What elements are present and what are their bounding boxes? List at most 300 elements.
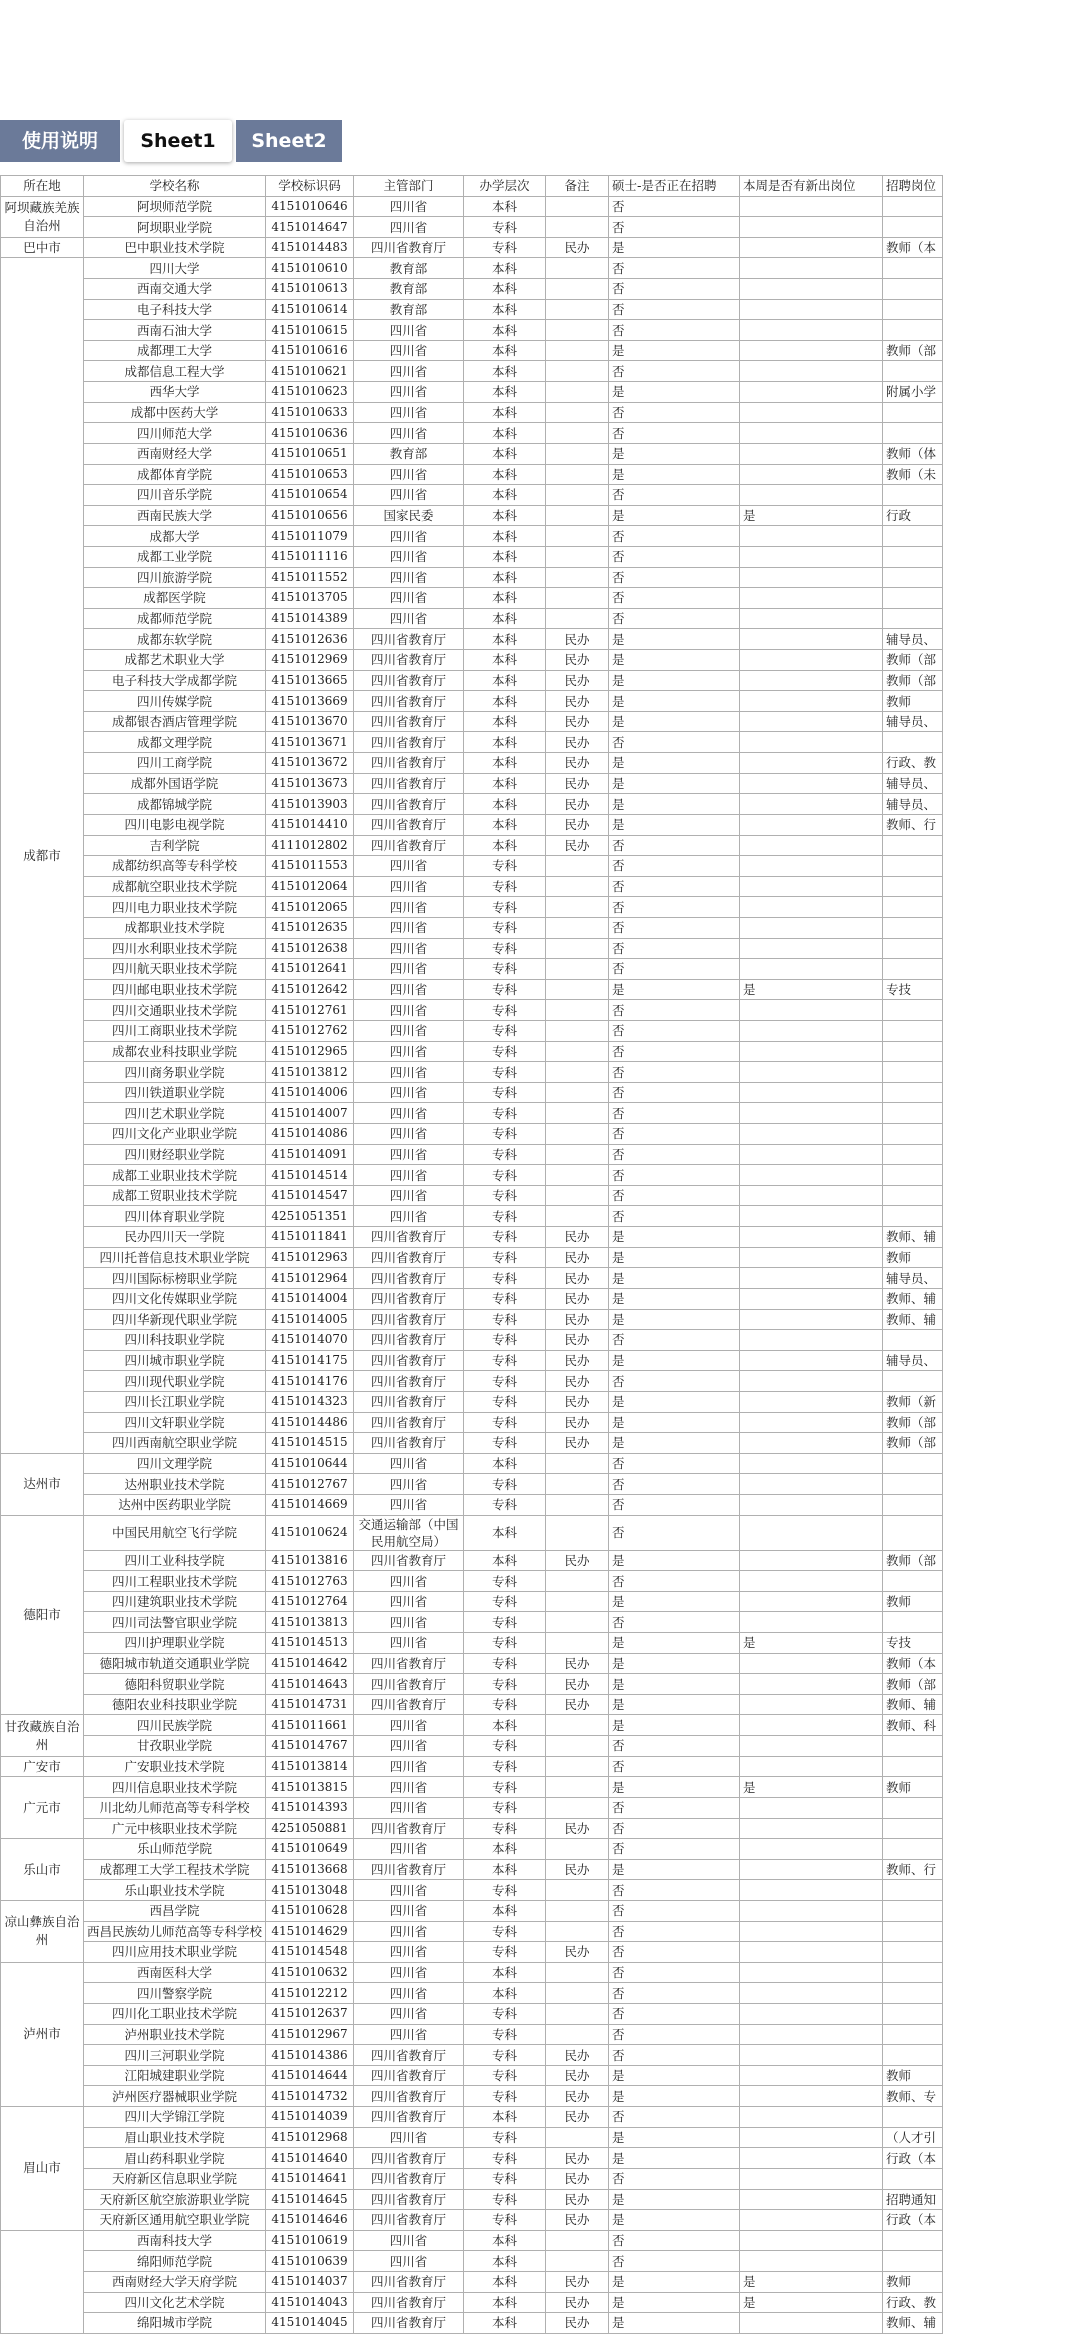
new-post-cell[interactable]: 是 — [740, 979, 883, 1000]
master-hiring-cell[interactable]: 否 — [609, 897, 740, 918]
school-name-cell[interactable]: 绵阳城市学院 — [84, 2313, 266, 2334]
positions-cell[interactable] — [883, 1103, 943, 1124]
master-hiring-cell[interactable]: 否 — [609, 2045, 740, 2066]
level-cell[interactable]: 专科 — [464, 2127, 546, 2148]
school-name-cell[interactable]: 达州中医药职业学院 — [84, 1495, 266, 1516]
new-post-cell[interactable] — [740, 1247, 883, 1268]
new-post-cell[interactable] — [740, 835, 883, 856]
school-name-cell[interactable]: 四川长江职业学院 — [84, 1391, 266, 1412]
positions-cell[interactable] — [883, 320, 943, 341]
note-cell[interactable]: 民办 — [546, 1268, 609, 1289]
master-hiring-cell[interactable]: 否 — [609, 1185, 740, 1206]
level-cell[interactable]: 专科 — [464, 1350, 546, 1371]
authority-cell[interactable]: 四川省 — [354, 1041, 464, 1062]
positions-cell[interactable] — [883, 608, 943, 629]
new-post-cell[interactable] — [740, 711, 883, 732]
note-cell[interactable]: 民办 — [546, 650, 609, 671]
note-cell[interactable]: 民办 — [546, 2148, 609, 2169]
master-hiring-cell[interactable]: 否 — [609, 2251, 740, 2272]
note-cell[interactable]: 民办 — [546, 2271, 609, 2292]
new-post-cell[interactable] — [740, 814, 883, 835]
note-cell[interactable]: 民办 — [546, 670, 609, 691]
school-name-cell[interactable]: 四川文理学院 — [84, 1453, 266, 1474]
new-post-cell[interactable] — [740, 2127, 883, 2148]
positions-cell[interactable] — [883, 1900, 943, 1921]
master-hiring-cell[interactable]: 否 — [609, 917, 740, 938]
authority-cell[interactable]: 四川省教育厅 — [354, 2148, 464, 2169]
level-cell[interactable]: 专科 — [464, 1880, 546, 1901]
new-post-cell[interactable] — [740, 2086, 883, 2107]
school-name-cell[interactable]: 四川司法警官职业学院 — [84, 1612, 266, 1633]
authority-cell[interactable]: 四川省 — [354, 320, 464, 341]
positions-cell[interactable] — [883, 2230, 943, 2251]
positions-cell[interactable] — [883, 2168, 943, 2189]
positions-cell[interactable]: 教师（体 — [883, 443, 943, 464]
master-hiring-cell[interactable]: 是 — [609, 1653, 740, 1674]
authority-cell[interactable]: 四川省教育厅 — [354, 2168, 464, 2189]
master-hiring-cell[interactable]: 是 — [609, 2210, 740, 2231]
master-hiring-cell[interactable]: 否 — [609, 876, 740, 897]
authority-cell[interactable]: 四川省教育厅 — [354, 1350, 464, 1371]
master-hiring-cell[interactable]: 否 — [609, 217, 740, 238]
school-name-cell[interactable]: 四川艺术职业学院 — [84, 1103, 266, 1124]
new-post-cell[interactable] — [740, 402, 883, 423]
positions-cell[interactable] — [883, 402, 943, 423]
level-cell[interactable]: 本科 — [464, 258, 546, 279]
new-post-cell[interactable] — [740, 1797, 883, 1818]
school-code-cell[interactable]: 4151013812 — [266, 1062, 354, 1083]
authority-cell[interactable]: 四川省 — [354, 2024, 464, 2045]
level-cell[interactable]: 专科 — [464, 1474, 546, 1495]
level-cell[interactable]: 专科 — [464, 2086, 546, 2107]
school-code-cell[interactable]: 4151010628 — [266, 1900, 354, 1921]
authority-cell[interactable]: 四川省 — [354, 1206, 464, 1227]
new-post-cell[interactable] — [740, 1062, 883, 1083]
note-cell[interactable] — [546, 2127, 609, 2148]
authority-cell[interactable]: 四川省 — [354, 876, 464, 897]
school-name-cell[interactable]: 四川工程职业技术学院 — [84, 1571, 266, 1592]
master-hiring-cell[interactable]: 是 — [609, 2086, 740, 2107]
city-cell[interactable] — [1, 2230, 84, 2333]
note-cell[interactable]: 民办 — [546, 629, 609, 650]
new-post-cell[interactable] — [740, 1942, 883, 1963]
new-post-cell[interactable] — [740, 1715, 883, 1736]
note-cell[interactable] — [546, 1756, 609, 1777]
note-cell[interactable] — [546, 1983, 609, 2004]
school-code-cell[interactable]: 4151014323 — [266, 1391, 354, 1412]
school-name-cell[interactable]: 西华大学 — [84, 382, 266, 403]
positions-cell[interactable] — [883, 1756, 943, 1777]
positions-cell[interactable]: （人才引 — [883, 2127, 943, 2148]
master-hiring-cell[interactable]: 否 — [609, 1983, 740, 2004]
school-code-cell[interactable]: 4151010615 — [266, 320, 354, 341]
master-hiring-cell[interactable]: 是 — [609, 753, 740, 774]
master-hiring-cell[interactable]: 是 — [609, 1591, 740, 1612]
positions-cell[interactable]: 教师（部 — [883, 1433, 943, 1454]
new-post-cell[interactable] — [740, 382, 883, 403]
level-cell[interactable]: 专科 — [464, 1144, 546, 1165]
note-cell[interactable]: 民办 — [546, 2210, 609, 2231]
authority-cell[interactable]: 四川省教育厅 — [354, 1674, 464, 1695]
note-cell[interactable] — [546, 1206, 609, 1227]
new-post-cell[interactable] — [740, 1020, 883, 1041]
new-post-cell[interactable] — [740, 1983, 883, 2004]
city-cell[interactable]: 德阳市 — [1, 1515, 84, 1715]
positions-cell[interactable] — [883, 876, 943, 897]
positions-cell[interactable] — [883, 1062, 943, 1083]
level-cell[interactable]: 专科 — [464, 1227, 546, 1248]
positions-cell[interactable]: 辅导员、 — [883, 1268, 943, 1289]
school-name-cell[interactable]: 四川民族学院 — [84, 1715, 266, 1736]
note-cell[interactable] — [546, 959, 609, 980]
level-cell[interactable]: 本科 — [464, 2230, 546, 2251]
school-name-cell[interactable]: 四川城市职业学院 — [84, 1350, 266, 1371]
note-cell[interactable] — [546, 856, 609, 877]
master-hiring-cell[interactable]: 是 — [609, 1859, 740, 1880]
level-cell[interactable]: 专科 — [464, 1818, 546, 1839]
new-post-cell[interactable] — [740, 1041, 883, 1062]
new-post-cell[interactable] — [740, 1144, 883, 1165]
authority-cell[interactable]: 四川省 — [354, 361, 464, 382]
master-hiring-cell[interactable]: 是 — [609, 1715, 740, 1736]
city-cell[interactable]: 巴中市 — [1, 237, 84, 258]
positions-cell[interactable]: 教师（未 — [883, 464, 943, 485]
positions-cell[interactable] — [883, 299, 943, 320]
authority-cell[interactable]: 四川省教育厅 — [354, 691, 464, 712]
school-name-cell[interactable]: 四川电影电视学院 — [84, 814, 266, 835]
school-name-cell[interactable]: 德阳农业科技职业学院 — [84, 1694, 266, 1715]
positions-cell[interactable] — [883, 1962, 943, 1983]
school-code-cell[interactable]: 4151012641 — [266, 959, 354, 980]
school-name-cell[interactable]: 四川托普信息技术职业学院 — [84, 1247, 266, 1268]
authority-cell[interactable]: 四川省教育厅 — [354, 1818, 464, 1839]
school-name-cell[interactable]: 西昌民族幼儿师范高等专科学校 — [84, 1921, 266, 1942]
school-name-cell[interactable]: 中国民用航空飞行学院 — [84, 1515, 266, 1550]
level-cell[interactable]: 专科 — [464, 1371, 546, 1392]
new-post-cell[interactable]: 是 — [740, 1633, 883, 1654]
school-code-cell[interactable]: 4151011661 — [266, 1715, 354, 1736]
level-cell[interactable]: 专科 — [464, 1674, 546, 1695]
school-name-cell[interactable]: 成都体育学院 — [84, 464, 266, 485]
level-cell[interactable]: 专科 — [464, 1495, 546, 1516]
master-hiring-cell[interactable]: 否 — [609, 2107, 740, 2128]
authority-cell[interactable]: 四川省教育厅 — [354, 1433, 464, 1454]
school-code-cell[interactable]: 4151010654 — [266, 485, 354, 506]
authority-cell[interactable]: 四川省 — [354, 1962, 464, 1983]
new-post-cell[interactable] — [740, 959, 883, 980]
school-code-cell[interactable]: 4151012065 — [266, 897, 354, 918]
positions-cell[interactable]: 教师、辅 — [883, 1288, 943, 1309]
column-header[interactable]: 硕士-是否正在招聘 — [609, 176, 740, 197]
positions-cell[interactable] — [883, 1165, 943, 1186]
level-cell[interactable]: 专科 — [464, 1612, 546, 1633]
school-name-cell[interactable]: 绵阳师范学院 — [84, 2251, 266, 2272]
school-name-cell[interactable]: 四川财经职业学院 — [84, 1144, 266, 1165]
master-hiring-cell[interactable]: 是 — [609, 1309, 740, 1330]
authority-cell[interactable]: 四川省 — [354, 1942, 464, 1963]
level-cell[interactable]: 专科 — [464, 1185, 546, 1206]
school-name-cell[interactable]: 四川科技职业学院 — [84, 1330, 266, 1351]
school-code-cell[interactable]: 4151011079 — [266, 526, 354, 547]
authority-cell[interactable]: 四川省 — [354, 938, 464, 959]
note-cell[interactable]: 民办 — [546, 2313, 609, 2334]
new-post-cell[interactable] — [740, 608, 883, 629]
authority-cell[interactable]: 四川省 — [354, 1715, 464, 1736]
authority-cell[interactable]: 四川省教育厅 — [354, 1268, 464, 1289]
note-cell[interactable] — [546, 1571, 609, 1592]
new-post-cell[interactable]: 是 — [740, 505, 883, 526]
note-cell[interactable]: 民办 — [546, 1674, 609, 1695]
master-hiring-cell[interactable]: 否 — [609, 546, 740, 567]
school-name-cell[interactable]: 成都中医药大学 — [84, 402, 266, 423]
master-hiring-cell[interactable]: 否 — [609, 1453, 740, 1474]
school-code-cell[interactable]: 4151012967 — [266, 2024, 354, 2045]
level-cell[interactable]: 专科 — [464, 1103, 546, 1124]
new-post-cell[interactable] — [740, 1330, 883, 1351]
level-cell[interactable]: 专科 — [464, 2168, 546, 2189]
school-code-cell[interactable]: 4151012636 — [266, 629, 354, 650]
new-post-cell[interactable] — [740, 1756, 883, 1777]
authority-cell[interactable]: 四川省 — [354, 897, 464, 918]
positions-cell[interactable]: 教师（部 — [883, 1674, 943, 1695]
school-code-cell[interactable]: 4151010636 — [266, 423, 354, 444]
note-cell[interactable] — [546, 546, 609, 567]
authority-cell[interactable]: 四川省 — [354, 979, 464, 1000]
level-cell[interactable]: 本科 — [464, 1859, 546, 1880]
school-code-cell[interactable]: 4151011553 — [266, 856, 354, 877]
master-hiring-cell[interactable]: 是 — [609, 464, 740, 485]
school-name-cell[interactable]: 民办四川天一学院 — [84, 1227, 266, 1248]
master-hiring-cell[interactable]: 否 — [609, 1818, 740, 1839]
school-code-cell[interactable]: 4151010632 — [266, 1962, 354, 1983]
master-hiring-cell[interactable]: 是 — [609, 505, 740, 526]
level-cell[interactable]: 本科 — [464, 773, 546, 794]
new-post-cell[interactable] — [740, 340, 883, 361]
level-cell[interactable]: 本科 — [464, 1983, 546, 2004]
school-code-cell[interactable]: 4151012965 — [266, 1041, 354, 1062]
new-post-cell[interactable] — [740, 320, 883, 341]
school-name-cell[interactable]: 阿坝师范学院 — [84, 196, 266, 217]
positions-cell[interactable] — [883, 917, 943, 938]
positions-cell[interactable]: 附属小学 — [883, 382, 943, 403]
new-post-cell[interactable] — [740, 1165, 883, 1186]
school-name-cell[interactable]: 眉山药科职业学院 — [84, 2148, 266, 2169]
positions-cell[interactable] — [883, 1942, 943, 1963]
positions-cell[interactable]: 教师、科 — [883, 1715, 943, 1736]
new-post-cell[interactable] — [740, 1309, 883, 1330]
authority-cell[interactable]: 四川省教育厅 — [354, 670, 464, 691]
note-cell[interactable] — [546, 1777, 609, 1798]
positions-cell[interactable] — [883, 1983, 943, 2004]
school-code-cell[interactable]: 4151014642 — [266, 1653, 354, 1674]
new-post-cell[interactable] — [740, 732, 883, 753]
note-cell[interactable] — [546, 1900, 609, 1921]
authority-cell[interactable]: 四川省 — [354, 1144, 464, 1165]
note-cell[interactable] — [546, 567, 609, 588]
new-post-cell[interactable] — [740, 526, 883, 547]
note-cell[interactable] — [546, 1144, 609, 1165]
master-hiring-cell[interactable]: 是 — [609, 691, 740, 712]
master-hiring-cell[interactable]: 否 — [609, 1020, 740, 1041]
school-name-cell[interactable]: 四川文化艺术学院 — [84, 2292, 266, 2313]
school-name-cell[interactable]: 四川水利职业技术学院 — [84, 938, 266, 959]
school-code-cell[interactable]: 4151014043 — [266, 2292, 354, 2313]
school-code-cell[interactable]: 4151014641 — [266, 2168, 354, 2189]
master-hiring-cell[interactable]: 是 — [609, 1633, 740, 1654]
master-hiring-cell[interactable]: 否 — [609, 1612, 740, 1633]
master-hiring-cell[interactable]: 否 — [609, 1041, 740, 1062]
school-code-cell[interactable]: 4151013665 — [266, 670, 354, 691]
positions-cell[interactable] — [883, 1818, 943, 1839]
tab-sheet1[interactable]: Sheet1 — [124, 120, 232, 162]
note-cell[interactable]: 民办 — [546, 1309, 609, 1330]
school-name-cell[interactable]: 成都东软学院 — [84, 629, 266, 650]
level-cell[interactable]: 本科 — [464, 1962, 546, 1983]
level-cell[interactable]: 专科 — [464, 2065, 546, 2086]
authority-cell[interactable]: 四川省 — [354, 1062, 464, 1083]
master-hiring-cell[interactable]: 是 — [609, 1433, 740, 1454]
master-hiring-cell[interactable]: 否 — [609, 2024, 740, 2045]
new-post-cell[interactable] — [740, 258, 883, 279]
positions-cell[interactable]: 教师（部 — [883, 650, 943, 671]
authority-cell[interactable]: 四川省教育厅 — [354, 773, 464, 794]
new-post-cell[interactable] — [740, 1495, 883, 1516]
new-post-cell[interactable] — [740, 1515, 883, 1550]
school-code-cell[interactable]: 4151010644 — [266, 1453, 354, 1474]
school-code-cell[interactable]: 4151013670 — [266, 711, 354, 732]
school-code-cell[interactable]: 4151010653 — [266, 464, 354, 485]
note-cell[interactable] — [546, 526, 609, 547]
school-code-cell[interactable]: 4151010619 — [266, 2230, 354, 2251]
authority-cell[interactable]: 四川省 — [354, 1124, 464, 1145]
new-post-cell[interactable] — [740, 464, 883, 485]
master-hiring-cell[interactable]: 是 — [609, 2189, 740, 2210]
authority-cell[interactable]: 交通运输部（中国民用航空局） — [354, 1515, 464, 1550]
school-code-cell[interactable]: 4151014039 — [266, 2107, 354, 2128]
new-post-cell[interactable] — [740, 2024, 883, 2045]
school-code-cell[interactable]: 4151010649 — [266, 1839, 354, 1860]
note-cell[interactable] — [546, 1839, 609, 1860]
level-cell[interactable]: 专科 — [464, 1921, 546, 1942]
school-name-cell[interactable]: 四川航天职业技术学院 — [84, 959, 266, 980]
school-name-cell[interactable]: 西南财经大学 — [84, 443, 266, 464]
master-hiring-cell[interactable]: 否 — [609, 1515, 740, 1550]
authority-cell[interactable]: 四川省 — [354, 2251, 464, 2272]
level-cell[interactable]: 本科 — [464, 794, 546, 815]
authority-cell[interactable]: 四川省教育厅 — [354, 835, 464, 856]
note-cell[interactable]: 民办 — [546, 237, 609, 258]
school-name-cell[interactable]: 成都理工大学工程技术学院 — [84, 1859, 266, 1880]
positions-cell[interactable] — [883, 423, 943, 444]
new-post-cell[interactable] — [740, 1124, 883, 1145]
school-code-cell[interactable]: 4151010616 — [266, 340, 354, 361]
school-code-cell[interactable]: 4151013815 — [266, 1777, 354, 1798]
new-post-cell[interactable] — [740, 1880, 883, 1901]
note-cell[interactable] — [546, 1062, 609, 1083]
new-post-cell[interactable] — [740, 1288, 883, 1309]
level-cell[interactable]: 专科 — [464, 917, 546, 938]
school-name-cell[interactable]: 成都纺织高等专科学校 — [84, 856, 266, 877]
note-cell[interactable] — [546, 485, 609, 506]
note-cell[interactable] — [546, 1715, 609, 1736]
new-post-cell[interactable] — [740, 588, 883, 609]
positions-cell[interactable] — [883, 2004, 943, 2025]
note-cell[interactable]: 民办 — [546, 691, 609, 712]
school-name-cell[interactable]: 成都外国语学院 — [84, 773, 266, 794]
school-code-cell[interactable]: 4151013668 — [266, 1859, 354, 1880]
school-code-cell[interactable]: 4151010623 — [266, 382, 354, 403]
school-code-cell[interactable]: 4151014645 — [266, 2189, 354, 2210]
master-hiring-cell[interactable]: 是 — [609, 2065, 740, 2086]
city-cell[interactable]: 甘孜藏族自治州 — [1, 1715, 84, 1756]
school-code-cell[interactable]: 4151014767 — [266, 1736, 354, 1757]
level-cell[interactable]: 本科 — [464, 753, 546, 774]
master-hiring-cell[interactable]: 否 — [609, 1124, 740, 1145]
note-cell[interactable] — [546, 1000, 609, 1021]
city-cell[interactable]: 凉山彝族自治州 — [1, 1900, 84, 1962]
authority-cell[interactable]: 四川省教育厅 — [354, 2292, 464, 2313]
level-cell[interactable]: 专科 — [464, 1288, 546, 1309]
school-name-cell[interactable]: 天府新区信息职业学院 — [84, 2168, 266, 2189]
master-hiring-cell[interactable]: 是 — [609, 794, 740, 815]
new-post-cell[interactable] — [740, 1453, 883, 1474]
school-code-cell[interactable]: 4151012638 — [266, 938, 354, 959]
note-cell[interactable] — [546, 320, 609, 341]
level-cell[interactable]: 本科 — [464, 2313, 546, 2334]
school-name-cell[interactable]: 西南交通大学 — [84, 279, 266, 300]
new-post-cell[interactable] — [740, 1474, 883, 1495]
level-cell[interactable]: 本科 — [464, 196, 546, 217]
positions-cell[interactable] — [883, 361, 943, 382]
master-hiring-cell[interactable]: 否 — [609, 1062, 740, 1083]
school-name-cell[interactable]: 四川文轩职业学院 — [84, 1412, 266, 1433]
master-hiring-cell[interactable]: 否 — [609, 279, 740, 300]
master-hiring-cell[interactable]: 否 — [609, 2230, 740, 2251]
level-cell[interactable]: 专科 — [464, 856, 546, 877]
authority-cell[interactable]: 四川省 — [354, 2004, 464, 2025]
school-code-cell[interactable]: 4151013671 — [266, 732, 354, 753]
level-cell[interactable]: 本科 — [464, 835, 546, 856]
level-cell[interactable]: 专科 — [464, 2210, 546, 2231]
master-hiring-cell[interactable]: 是 — [609, 1247, 740, 1268]
column-header[interactable]: 招聘岗位 — [883, 176, 943, 197]
school-code-cell[interactable]: 4151012968 — [266, 2127, 354, 2148]
authority-cell[interactable]: 四川省教育厅 — [354, 711, 464, 732]
master-hiring-cell[interactable]: 否 — [609, 1797, 740, 1818]
level-cell[interactable]: 本科 — [464, 2251, 546, 2272]
authority-cell[interactable]: 四川省 — [354, 1082, 464, 1103]
authority-cell[interactable]: 四川省 — [354, 1185, 464, 1206]
note-cell[interactable] — [546, 1103, 609, 1124]
level-cell[interactable]: 专科 — [464, 979, 546, 1000]
positions-cell[interactable] — [883, 1736, 943, 1757]
master-hiring-cell[interactable]: 是 — [609, 2313, 740, 2334]
school-name-cell[interactable]: 四川师范大学 — [84, 423, 266, 444]
new-post-cell[interactable] — [740, 1839, 883, 1860]
school-code-cell[interactable]: 4151012963 — [266, 1247, 354, 1268]
school-code-cell[interactable]: 4151014732 — [266, 2086, 354, 2107]
school-code-cell[interactable]: 4151013705 — [266, 588, 354, 609]
note-cell[interactable] — [546, 1797, 609, 1818]
level-cell[interactable]: 本科 — [464, 670, 546, 691]
positions-cell[interactable]: 教师（部 — [883, 1412, 943, 1433]
master-hiring-cell[interactable]: 是 — [609, 814, 740, 835]
note-cell[interactable]: 民办 — [546, 835, 609, 856]
master-hiring-cell[interactable]: 否 — [609, 567, 740, 588]
positions-cell[interactable]: 行政 — [883, 505, 943, 526]
new-post-cell[interactable] — [740, 1391, 883, 1412]
level-cell[interactable]: 本科 — [464, 485, 546, 506]
